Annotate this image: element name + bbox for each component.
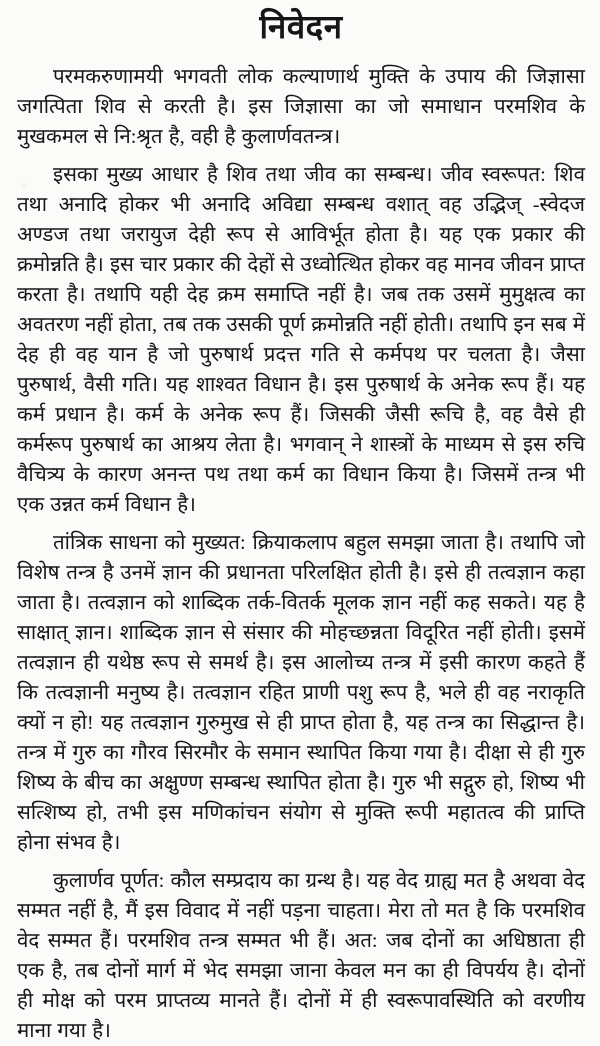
page-body [17, 62, 585, 1046]
paragraph-3: तांत्रिक साधना को मुख्यत: क्रियाकलाप बहुल समझा जाता है। तथापि जो विशेष तन्त्र है उनमें ज्ञान की प्रधानता परिलक्षित होती है। इसे ही तत्वज्ञान कहा जाता है। तत्वज्ञान को शाब्दिक तर्क-वितर्क मूलक ज्ञान नहीं कह सकते। यह है साक्षात् ज्ञान। शाब्दिक ज्ञान से संसार की मोहच्छन्नता विदूरित नहीं होती। इसमें तत्वज्ञान ही यथेष्ठ रूप से समर्थ है। इस आलोच्य तन्त्र में इसी कारण कहते हैं कि तत्वज्ञानी मनुष्य है। तत्वज्ञान रहित प्राणी पशु रूप है, भले ही वह नराकृति क्यों न हो! यह तत्वज्ञान गुरुमुख से ही प्राप्त होता है, यह तन्त्र का सिद्धान्त है। तन्त्र में गुरु का गौरव सिरमौर के समान स्थापित किया गया है। दीक्षा से ही गुरु शिष्य के बीच का अक्षुण्ण सम्बन्ध स्थापित होता है। गुरु भी सद्गुरु हो, शिष्य भी सत्शिष्य हो, तभी इस मणिकांचन संयोग से मुक्ति रूपी महातत्व की प्राप्ति होना संभव है। [17, 532, 585, 854]
paragraph-1: परमकरुणामयी भगवती लोक कल्याणार्थ मुक्ति के उपाय की जिज्ञासा जगत्पिता शिव से करती है। इस जिज्ञासा का जो समाधान परमशिव के मुखकमल से नि:श्रृत है, वही है कुलार्णवतन्त्र। [17, 66, 585, 148]
paragraph-2: इसका मुख्य आधार है शिव तथा जीव का सम्बन्ध। जीव स्वरूपत: शिव तथा अनादि होकर भी अनादि अविद्या सम्बन्ध वशात् वह उद्भिज् -स्वेदज अण्डज तथा जरायुज देही रूप से आविर्भूत होता है। यह एक प्रकार की क्रमोन्नति है। इस चार प्रकार की देहों से उध्वोत्थित होकर वह मानव जीवन प्राप्त करता है। तथापि यही देह क्रम समाप्ति नहीं है। जब तक उसमें मुमुक्षत्व का अवतरण नहीं होता, तब तक उसकी पूर्ण क्रमोन्नति नहीं होती। तथापि इन सब में देह ही वह यान है जो पुरुषार्थ प्रदत्त गति से कर्मपथ पर चलता है। जैसा पुरुषार्थ, वैसी गति। यह शाश्वत विधान है। इस पुरुषार्थ के अनेक रूप हैं। यह कर्म प्रधान है। कर्म के अनेक रूप हैं। जिसकी जैसी रूचि है, वह वैसे ही कर्मरूप पुरुषार्थ का आश्रय लेता है। भगवान् ने शास्त्रों के माध्यम से इस रुचि वैचित्र्य के कारण अनन्त पथ तथा कर्म का विधान किया है। जिसमें तन्त्र भी एक उन्नत कर्म विधान है। [17, 164, 585, 516]
page-title: निवेदन [259, 10, 343, 46]
paragraph-4: कुलार्णव पूर्णत: कौल सम्प्रदाय का ग्रन्थ है। यह वेद ग्राह्य मत है अथवा वेद सम्मत नहीं है, मैं इस विवाद में नहीं पड़ना चाहता। मेरा तो मत है कि परमशिव वेद सम्मत हैं। परमशिव तन्त्र सम्मत भी हैं। अत: जब दोनों का अधिष्ठाता ही एक है, तब दोनों मार्ग में भेद समझा जाना केवल मन का ही विपर्यय है। दोनों ही मोक्ष को परम प्राप्तव्य मानते हैं। दोनों में ही स्वरूपावस्थिति को वरणीय माना गया है। [17, 870, 585, 1042]
